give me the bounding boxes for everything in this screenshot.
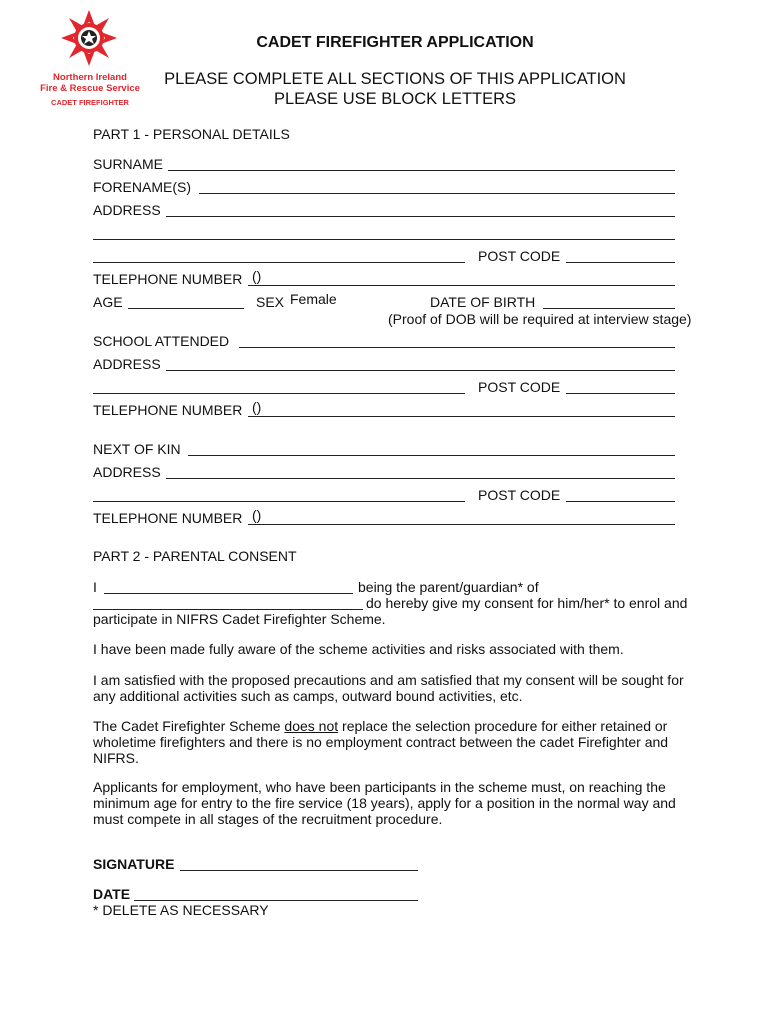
postcode-field[interactable] bbox=[566, 262, 675, 263]
dob-field[interactable] bbox=[543, 308, 675, 309]
fire-service-badge-icon bbox=[59, 8, 119, 68]
part2-heading: PART 2 - PARENTAL CONSENT bbox=[93, 548, 297, 564]
kin-postcode-label: POST CODE bbox=[478, 487, 561, 503]
date-label: DATE bbox=[93, 886, 131, 902]
consent-child-field[interactable] bbox=[93, 609, 363, 610]
para-scheme bbox=[93, 718, 693, 766]
address-field-1[interactable] bbox=[166, 216, 675, 217]
address-label: ADDRESS bbox=[93, 202, 161, 218]
telephone-value: () bbox=[252, 268, 262, 284]
sex-label: SEX bbox=[256, 294, 285, 310]
dob-note: (Proof of DOB will be required at interview stage) bbox=[388, 311, 692, 327]
consent-name-field[interactable] bbox=[104, 593, 353, 594]
sex-value[interactable]: Female bbox=[290, 291, 337, 307]
part1-heading: PART 1 - PERSONAL DETAILS bbox=[93, 126, 290, 142]
school-telephone-field[interactable] bbox=[248, 416, 675, 417]
kin-postcode-field[interactable] bbox=[566, 501, 675, 502]
school-postcode-field[interactable] bbox=[566, 393, 675, 394]
delete-note: * DELETE AS NECESSARY bbox=[93, 902, 269, 918]
para-applicants: Applicants for employment, who have been participants in the scheme must, on reaching the minimum age for entry to the fire service (18 years), apply for a position in the normal way and must compete in all stages of the recruitment procedure. bbox=[93, 779, 676, 827]
surname-field[interactable] bbox=[168, 170, 675, 171]
school-address-label: ADDRESS bbox=[93, 356, 161, 372]
kin-address-field-2[interactable] bbox=[93, 501, 465, 502]
consent-i: I bbox=[93, 579, 97, 595]
telephone-field[interactable] bbox=[248, 285, 675, 286]
school-address-field-1[interactable] bbox=[166, 370, 675, 371]
school-telephone-value: () bbox=[252, 399, 262, 415]
page-title: CADET FIREFIGHTER APPLICATION bbox=[256, 34, 534, 51]
age-field[interactable] bbox=[128, 308, 244, 309]
para-scheme-post: replace the selection procedure for either retained or wholetime firefighters and there is no employment contract between the cadet Firefighter and NIFRS. bbox=[93, 718, 669, 766]
logo-org-line1: Northern Ireland bbox=[53, 72, 127, 83]
consent-line3: participate in NIFRS Cadet Firefighter Scheme. bbox=[93, 611, 386, 627]
instruction-line-2: PLEASE USE BLOCK LETTERS bbox=[273, 90, 517, 108]
para-scheme-pre: The Cadet Firefighter Scheme bbox=[93, 718, 285, 734]
kin-label: NEXT OF KIN bbox=[93, 441, 181, 457]
surname-label: SURNAME bbox=[93, 156, 164, 172]
forenames-label: FORENAME(S) bbox=[93, 179, 191, 195]
dob-label: DATE OF BIRTH bbox=[430, 294, 536, 310]
logo-org-line2: Fire & Rescue Service bbox=[40, 83, 140, 94]
kin-telephone-label: TELEPHONE NUMBER bbox=[93, 510, 243, 526]
logo-org-line3: CADET FIREFIGHTER bbox=[51, 98, 129, 107]
age-label: AGE bbox=[93, 294, 123, 310]
para-scheme-underline: does not bbox=[284, 718, 339, 734]
instruction-line-1: PLEASE COMPLETE ALL SECTIONS OF THIS APPLICATION bbox=[164, 70, 626, 88]
school-postcode-label: POST CODE bbox=[478, 379, 561, 395]
signature-field[interactable] bbox=[180, 870, 418, 871]
para-satisfied: I am satisfied with the proposed precautions and am satisfied that my consent will be sought for any additional activities such as camps, outward bound activities, etc. bbox=[93, 672, 684, 704]
school-telephone-label: TELEPHONE NUMBER bbox=[93, 402, 243, 418]
address-field-2[interactable] bbox=[93, 239, 675, 240]
para-aware: I have been made fully aware of the scheme activities and risks associated with them. bbox=[93, 641, 624, 657]
postcode-label: POST CODE bbox=[478, 248, 561, 264]
telephone-label: TELEPHONE NUMBER bbox=[93, 271, 243, 287]
signature-label: SIGNATURE bbox=[93, 856, 175, 872]
kin-address-field-1[interactable] bbox=[166, 478, 675, 479]
school-field[interactable] bbox=[239, 347, 675, 348]
date-field[interactable] bbox=[134, 900, 418, 901]
school-address-field-2[interactable] bbox=[93, 393, 465, 394]
kin-field[interactable] bbox=[188, 455, 675, 456]
kin-telephone-value: () bbox=[252, 507, 262, 523]
consent-parent-text: being the parent/guardian* of bbox=[358, 579, 539, 595]
school-label: SCHOOL ATTENDED bbox=[93, 333, 230, 349]
kin-telephone-field[interactable] bbox=[248, 524, 675, 525]
kin-address-label: ADDRESS bbox=[93, 464, 161, 480]
consent-give-text: do hereby give my consent for him/her* to enrol and bbox=[366, 595, 688, 611]
forenames-field[interactable] bbox=[199, 193, 675, 194]
address-field-3[interactable] bbox=[93, 262, 465, 263]
